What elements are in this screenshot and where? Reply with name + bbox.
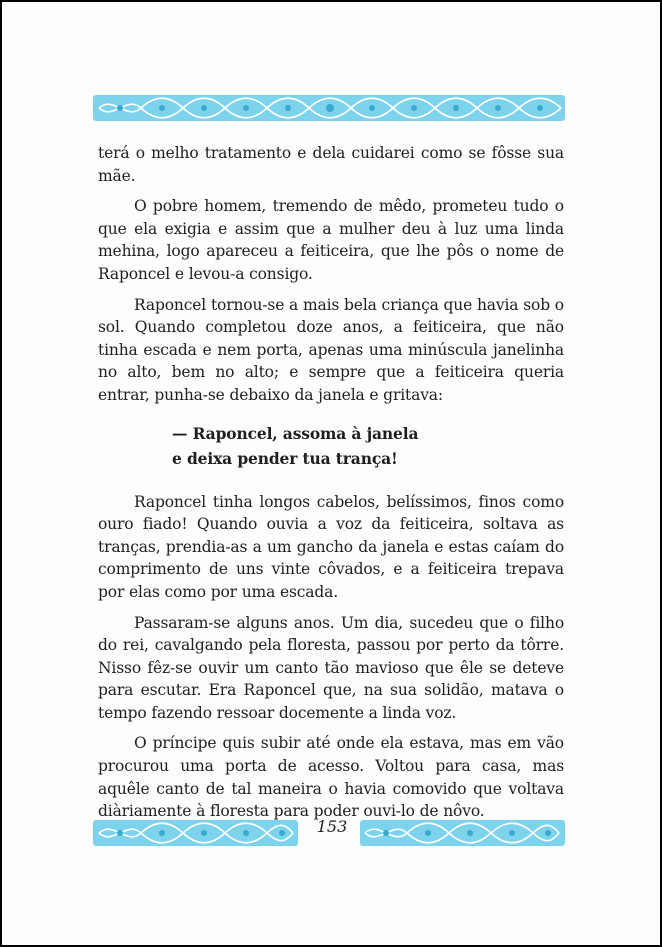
paragraph-4: Raponcel tinha longos cabelos, belíssimos, finos como ouro fiado! Quando ouvia a voz da feiticeira, soltava as tranças, prendia-as a um gancho da janela e estas caíam do comprimento de uns vinte côvados, e a feiticeira trepava por elas como por uma escada. (98, 492, 564, 601)
paragraph-6: O príncipe quis subir até onde ela estava, mas em vão procurou uma porta de acesso. Voltou para casa, mas aquêle canto de tal maneira o havia comovido que voltava diàriamente à floresta para poder ouvi-lo de nôvo. (98, 734, 564, 821)
verse-quote (172, 421, 564, 471)
paragraph-5: Passaram-se alguns anos. Um dia, sucedeu que o filho do rei, cavalgando pela floresta, passou por perto da tôrre. Nisso fêz-se ouvir um canto tão mavioso que êle se deteve para escutar. Era Raponcel que, na sua solidão, matava o tempo fazendo ressoar docemente a linda voz. (98, 613, 564, 722)
paragraph-3: Raponcel tornou-se a mais bela criança que havia sob o sol. Quando completou doze anos, a feiticeira, que não tinha escada e nem porta, apenas uma minúscula janelinha no alto, bem no alto; e sempre que a feiticeira queria entrar, punha-se debaixo da janela e gritava: (98, 295, 564, 404)
paragraph-2: O pobre homem, tremendo de mêdo, prometeu tudo o que ela exigia e assim que a mulher deu à luz uma linda mehina, logo apareceu a feiticeira, que lhe pôs o nome de Raponcel e levou-a consigo. (98, 197, 564, 283)
paragraph-1: terá o melho tratamento e dela cuidarei como se fôsse sua mãe. (98, 144, 564, 185)
floral-ornament-icon (93, 93, 565, 123)
page-number: 153 (316, 817, 348, 836)
verse-line-2: e deixa pender tua trança! (172, 448, 398, 468)
body-text (98, 142, 564, 831)
verse-line-1: — Raponcel, assoma à janela (172, 423, 419, 443)
top-ornament-band (93, 93, 565, 123)
